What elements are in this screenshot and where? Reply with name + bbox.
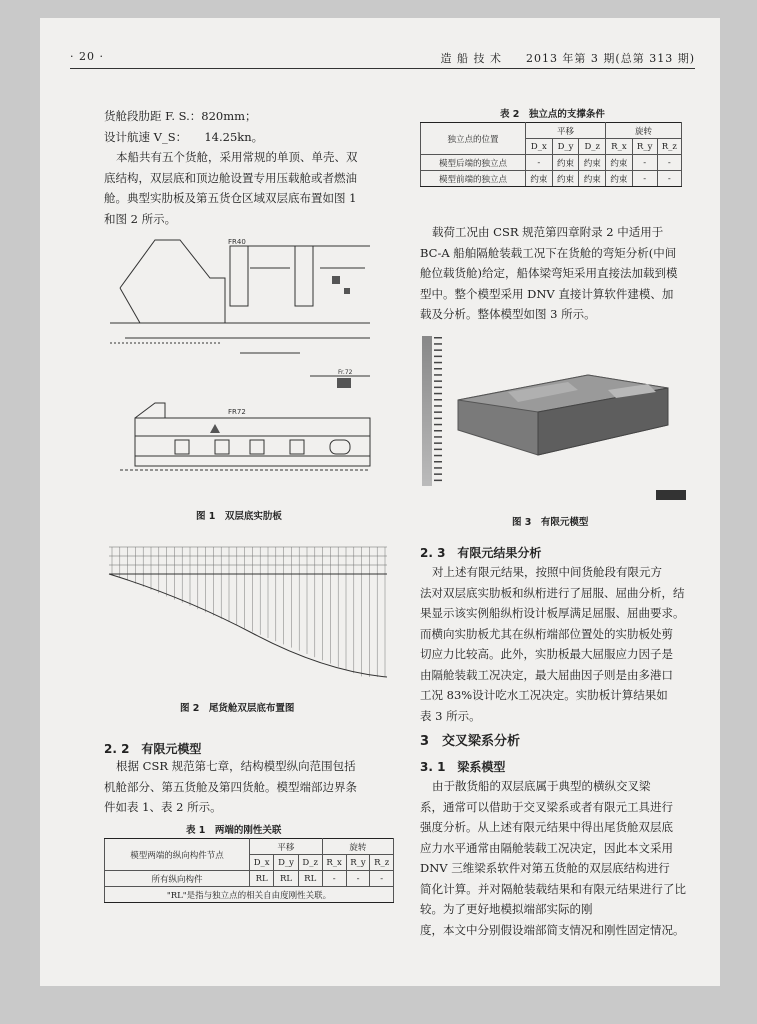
table-1-group-translation: 平移 xyxy=(250,839,323,855)
table-2-row-header: 独立点的位置 xyxy=(421,123,526,155)
text-line: 本船共有五个货舱，采用常规的单顶、单壳、双 xyxy=(116,150,358,164)
fe-logo-block xyxy=(656,490,686,500)
table-1-title: 表 1 两端的刚性关联 xyxy=(186,825,282,836)
table-cell: - xyxy=(526,155,553,171)
table-cell: RL xyxy=(274,871,298,887)
text-line: 舱位载货舱)给定，船体梁弯矩采用直接法加载到模 xyxy=(420,266,678,280)
fe-legend-tick xyxy=(434,473,442,475)
table-cell: 约束 xyxy=(579,155,606,171)
text-line: 果显示该实例船纵桁设计板厚满足屈服、屈曲要求。 xyxy=(420,606,685,620)
fig1-label-fr40: FR40 xyxy=(228,238,246,246)
table-1-sub: D_z xyxy=(298,855,322,871)
table-2-sub: R_x xyxy=(606,139,633,155)
section-2-3-paragraph xyxy=(420,562,686,726)
text-line: 机舱部分、第五货舱及第四货舱。模型端部边界条 xyxy=(104,779,357,794)
text-line: 和图 2 所示。 xyxy=(104,211,177,226)
table-1-sub: D_x xyxy=(250,855,274,871)
spec-line: 设计航速 V_S： 14.25kn。 xyxy=(104,129,264,144)
fe-legend-tick xyxy=(434,442,442,444)
table-1-row-label: 所有纵向构件 xyxy=(105,871,250,887)
section-2-2-title: 2. 2 有限元模型 xyxy=(104,742,202,756)
table-cell: - xyxy=(632,155,657,171)
fig1-label-frame-mark: Fr.72 xyxy=(338,369,353,376)
text-line: 型中。整个模型采用 DNV 直接计算软件建模、加 xyxy=(420,286,674,301)
table-cell: RL xyxy=(250,871,274,887)
text-line: 对上述有限元结果，按照中间货舱段有限元方 xyxy=(432,565,662,579)
page-number: · 20 · xyxy=(70,50,104,63)
table-2-sub: D_x xyxy=(526,139,553,155)
fe-legend-tick xyxy=(434,418,442,420)
fe-legend-tick xyxy=(434,374,442,376)
fe-legend-tick xyxy=(434,467,442,469)
table-2-group-translation: 平移 xyxy=(526,123,606,139)
table-1-sub: D_y xyxy=(274,855,298,871)
text-line: 由隔舱装载工况决定，最大屈曲因子则是由多港口 xyxy=(420,667,673,682)
fe-legend-scale xyxy=(422,336,432,486)
text-line: 度，本文中分别假设端部简支情况和刚性固定情况。 xyxy=(420,922,685,937)
table-2-group-rotation: 旋转 xyxy=(606,123,682,139)
text-line: 由于散货船的双层底属于典型的横纵交叉梁 xyxy=(432,779,651,793)
table-cell: - xyxy=(322,871,346,887)
header-rule xyxy=(70,68,695,69)
table-cell: - xyxy=(657,171,681,187)
text-line: 舱。典型实肋板及第五货仓区域双层底布置如图 1 xyxy=(104,191,357,205)
table-cell: 约束 xyxy=(606,155,633,171)
figure-1-drawing xyxy=(100,228,390,498)
table-cell: 约束 xyxy=(552,155,579,171)
table-row xyxy=(421,171,682,187)
text-line: 底结构，双层底和顶边舱设置专用压载舱或者燃油 xyxy=(104,170,357,185)
text-line: 法对双层底实肋板和纵桁进行了屈服、屈曲分析，结 xyxy=(420,585,685,600)
figure-2-drawing xyxy=(104,542,392,682)
text-line: 强度分析。从上述有限元结果中得出尾货舱双层底 xyxy=(420,820,673,834)
fe-legend-tick xyxy=(434,337,442,339)
table-cell: 约束 xyxy=(526,171,553,187)
section-3-title: 3 交叉梁系分析 xyxy=(420,734,521,749)
table-2 xyxy=(420,122,682,187)
figure-3-fe-model xyxy=(418,330,690,504)
table-cell: 约束 xyxy=(579,171,606,187)
table-2-row-label: 模型后端的独立点 xyxy=(421,155,526,171)
fe-legend-tick xyxy=(434,399,442,401)
table-cell: - xyxy=(657,155,681,171)
section-3-1-paragraph xyxy=(420,776,686,940)
fe-legend-tick xyxy=(434,405,442,407)
table-2-sub: R_y xyxy=(632,139,657,155)
fe-legend-tick xyxy=(434,393,442,395)
fe-legend-tick xyxy=(434,430,442,432)
table-1-row-header: 模型两端的纵向构件节点 xyxy=(105,839,250,871)
fig1-label-fr72: FR72 xyxy=(228,408,246,416)
table-2-sub: D_z xyxy=(579,139,606,155)
text-line: 表 3 所示。 xyxy=(420,708,481,723)
figure-3-caption: 图 3 有限元模型 xyxy=(512,517,589,528)
text-line: 载及分析。整体模型如图 3 所示。 xyxy=(420,307,596,321)
journal-header: 造 船 技 术 2013 年第 3 期(总第 313 期) xyxy=(440,52,695,65)
table-row xyxy=(105,871,394,887)
text-line: 件如表 1、表 2 所示。 xyxy=(104,800,222,814)
table-1-sub: R_x xyxy=(322,855,346,871)
table-1-group-rotation: 旋转 xyxy=(322,839,393,855)
table-1-sub: R_z xyxy=(370,855,394,871)
section-2-2-paragraph xyxy=(104,756,394,818)
text-line: 系，通常可以借助于交叉梁系或者有限元工具进行 xyxy=(420,799,673,814)
table-cell: RL xyxy=(298,871,322,887)
table-2-sub: D_y xyxy=(552,139,579,155)
fe-legend-tick xyxy=(434,349,442,351)
text-line: 工况 83%设计吃水工况决定。实肋板计算结果如 xyxy=(420,688,668,702)
figure-2-caption: 图 2 尾货舱双层底布置图 xyxy=(180,703,295,714)
text-line: 简化计算。并对隔舱装载结果和有限元结果进行了比较。为了更好地模拟端部实际的刚 xyxy=(420,881,686,916)
figure-1-caption: 图 1 双层底实肋板 xyxy=(196,511,282,522)
fe-legend-tick xyxy=(434,356,442,358)
table-2-title: 表 2 独立点的支撑条件 xyxy=(500,109,605,120)
fe-legend-tick xyxy=(434,461,442,463)
fe-legend-tick xyxy=(434,449,442,451)
text-line: BC-A 船舶隔舱装载工况下在货舱的弯矩分析(中间 xyxy=(420,245,677,260)
table-1-note: "RL"是指与独立点的相关自由度刚性关联。 xyxy=(105,887,394,903)
fe-legend-tick xyxy=(434,411,442,413)
fe-legend-tick xyxy=(434,362,442,364)
table-1-sub: R_y xyxy=(346,855,370,871)
text-line: 根据 CSR 规范第七章，结构模型纵向范围包括 xyxy=(116,759,356,773)
text-line: 而横向实肋板尤其在纵桁端部位置处的实肋板处剪 xyxy=(420,626,673,641)
text-line: 切应力比较高。此外，实肋板最大屈服应力因子是 xyxy=(420,647,673,661)
table-cell: 约束 xyxy=(606,171,633,187)
table-2-sub: R_z xyxy=(657,139,681,155)
section-2-3-title: 2. 3 有限元结果分析 xyxy=(420,546,542,560)
fe-legend-tick xyxy=(434,436,442,438)
fe-legend-tick xyxy=(434,380,442,382)
text-line: 应力水平通常由隔舱装载工况决定，因此本文采用 xyxy=(420,840,673,855)
fe-legend-tick xyxy=(434,455,442,457)
fe-legend-tick xyxy=(434,343,442,345)
table-cell: - xyxy=(346,871,370,887)
section-3-1-title: 3. 1 梁系模型 xyxy=(420,760,506,774)
intro-paragraph xyxy=(104,147,394,229)
fe-legend-tick xyxy=(434,424,442,426)
table-cell: 约束 xyxy=(552,171,579,187)
table-cell: - xyxy=(370,871,394,887)
table-2-row-label: 模型前端的独立点 xyxy=(421,171,526,187)
text-line: 载荷工况由 CSR 规范第四章附录 2 中适用于 xyxy=(432,225,664,239)
table-cell: - xyxy=(632,171,657,187)
spec-block xyxy=(104,106,384,147)
table-row xyxy=(421,155,682,171)
fe-legend-tick xyxy=(434,387,442,389)
table-1 xyxy=(104,838,394,903)
spec-line: 货舱段肋距 F. S.：820mm； xyxy=(104,109,257,123)
fe-legend-tick xyxy=(434,368,442,370)
fe-legend-tick xyxy=(434,480,442,482)
load-case-paragraph xyxy=(420,222,686,325)
text-line: DNV 三维梁系软件对第五货舱的双层底结构进行 xyxy=(420,861,670,875)
